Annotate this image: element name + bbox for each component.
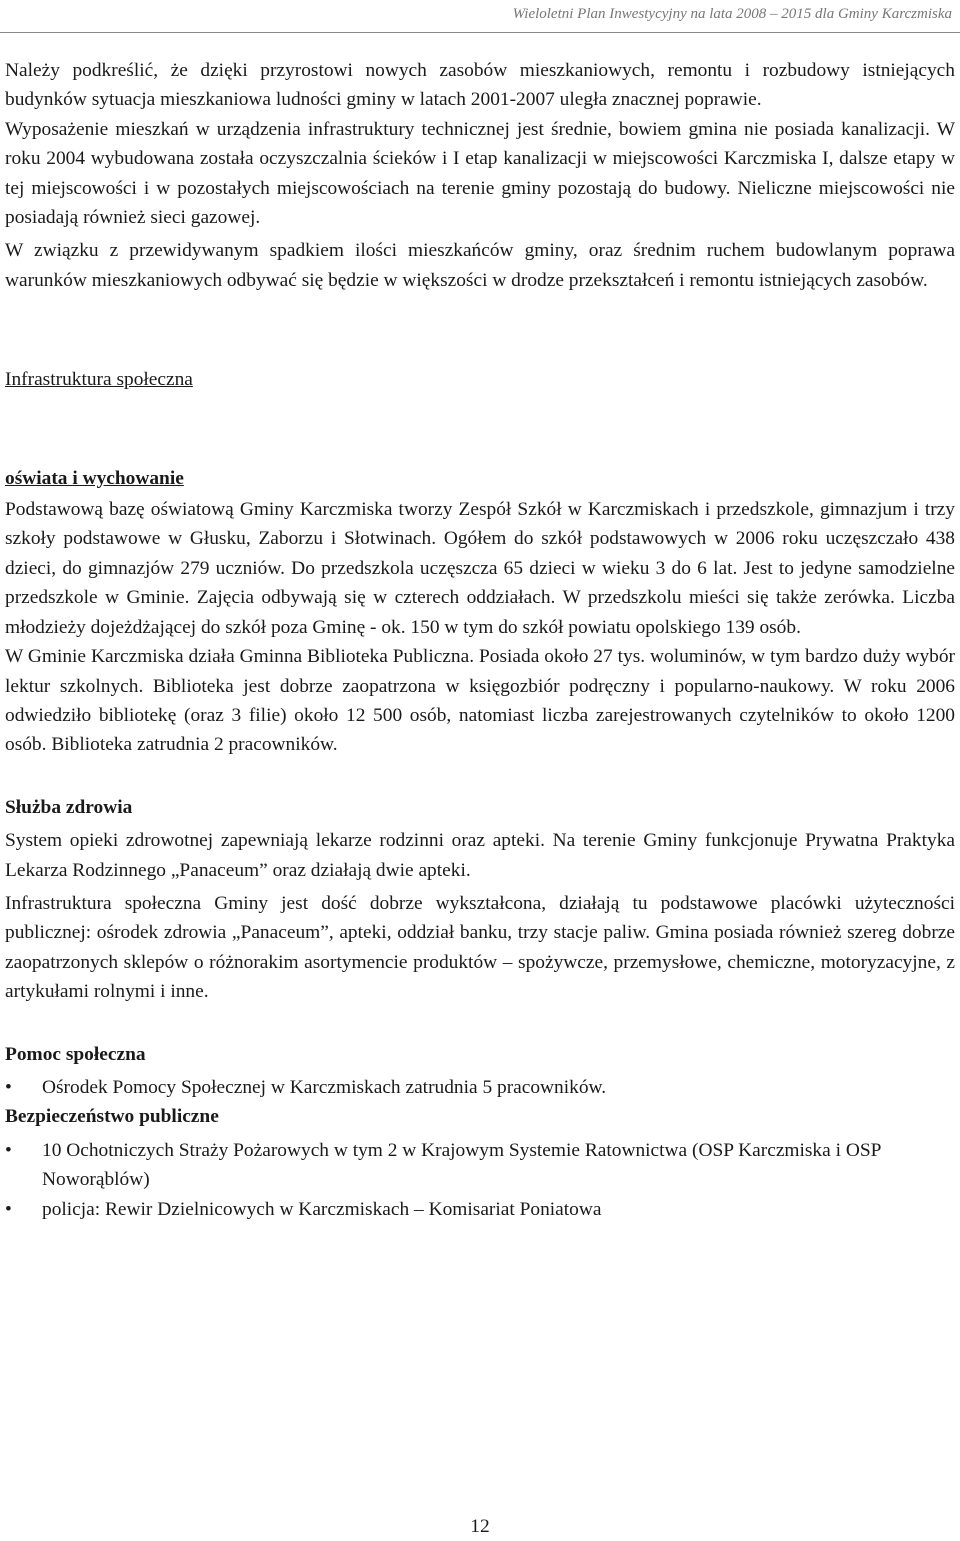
list-social-aid <box>5 1073 955 1102</box>
header-divider <box>0 32 960 33</box>
bullet-icon: • <box>5 1198 12 1220</box>
running-header-title: Wieloletni Plan Inwestycyjny na lata 2008 – 2015 dla Gminy Karczmiska <box>512 6 952 22</box>
document-body <box>5 56 955 1224</box>
paragraph-technical-infrastructure: Wyposażenie mieszkań w urządzenia infrastruktury technicznej jest średnie, bowiem gmina nie posiada kanalizacji. W roku 2004 wybudowana została oczyszczalnia ścieków i I etap kanalizacji w miejscowości Karczmiska I, dalsze etapy w tej miejscowości i w pozostałych miejscowościach na terenie gminy pozostają do budowy. Nieliczne miejscowości nie posiadają również sieci gazowej. <box>5 118 955 229</box>
section-heading-social-infrastructure: Infrastruktura społeczna <box>5 369 193 391</box>
paragraph-education-library: W Gminie Karczmiska działa Gminna Biblioteka Publiczna. Posiada około 27 tys. woluminów, w tym bardzo duży wybór lektur szkolnych. Biblioteka jest dobrze zaopatrzona w księgozbiór podręczny i popularno-naukowy. W roku 2006 odwiedziło bibliotekę (oraz 3 filie) około 12 500 osób, natomiast liczba zarejestrowanych czytelników to około 1200 osób. Biblioteka zatrudnia 2 pracowników. <box>5 646 955 756</box>
bullet-icon: • <box>5 1139 12 1161</box>
running-header <box>0 6 952 23</box>
paragraph-housing-improvement: Należy podkreślić, że dzięki przyrostowi nowych zasobów mieszkaniowych, remontu i rozbudowy istniejących budynków sytuacja mieszkaniowa ludności gminy w latach 2001-2007 uległa znacznej poprawie. <box>5 60 955 111</box>
bullet-icon: • <box>5 1076 12 1098</box>
list-item <box>5 1195 955 1224</box>
list-item <box>5 1073 955 1102</box>
page-number: 12 <box>470 1516 490 1537</box>
paragraph-health-care: System opieki zdrowotnej zapewniają lekarze rodzinni oraz apteki. Na terenie Gminy funkcjonuje Prywatna Praktyka Lekarza Rodzinnego „Panaceum” oraz działają dwie apteki. <box>5 830 955 881</box>
list-item-text: 10 Ochotniczych Straży Pożarowych w tym 2 w Krajowym Systemie Ratownictwa (OSP Karczmiska i OSP Noworąblów) <box>42 1139 881 1191</box>
list-item-text: policja: Rewir Dzielnicowych w Karczmiskach – Komisariat Poniatowa <box>42 1198 602 1220</box>
paragraph-public-facilities: Infrastruktura społeczna Gminy jest dość dobrze wykształcona, działają tu podstawowe placówki użyteczności publicznej: ośrodek zdrowia „Panaceum”, apteki, oddział banku, trzy stacje paliw. Gmina posiada również szereg dobrze zaopatrzonych sklepów o różnorakim asortymencie produktów – spożywcze, przemysłowe, chemiczne, motoryzacyjne, z artykułami rolnymi i inne. <box>5 892 955 1003</box>
list-item <box>5 1136 955 1195</box>
subheading-health-service: Służba zdrowia <box>5 796 133 818</box>
list-public-safety <box>5 1136 955 1224</box>
list-item-text: Ośrodek Pomocy Społecznej w Karczmiskach zatrudnia 5 pracowników. <box>42 1076 607 1098</box>
subheading-social-aid: Pomoc społeczna <box>5 1043 146 1065</box>
subheading-public-safety: Bezpieczeństwo publiczne <box>5 1106 219 1128</box>
paragraph-housing-forecast: W związku z przewidywanym spadkiem ilości mieszkańców gminy, oraz średnim ruchem budowlanym poprawa warunków mieszkaniowych odbywać się będzie w większości w drodze przekształceń i remontu istniejących zasobów. <box>5 240 955 291</box>
paragraph-education-schools: Podstawową bazę oświatową Gminy Karczmiska tworzy Zespół Szkół w Karczmiskach i przedszkole, gimnazjum i trzy szkoły podstawowe w Głusku, Zaborzu i Słotwinach. Ogółem do szkół podstawowych w 2006 roku uczęszczało 438 dzieci, do gimnazjów 279 uczniów. Do przedszkola uczęszcza 65 dzieci w wieku 3 do 6 lat. Jest to jedyne samodzielne przedszkole w Gminie. Zajęcia odbywają się w czterech oddziałach. W przedszkolu mieści się także zerówka. Liczba młodzieży dojeżdżającej do szkół poza Gminę - ok. 150 w tym do szkół powiatu opolskiego 139 osób. <box>5 499 955 638</box>
subheading-education: oświata i wychowanie <box>5 467 184 489</box>
